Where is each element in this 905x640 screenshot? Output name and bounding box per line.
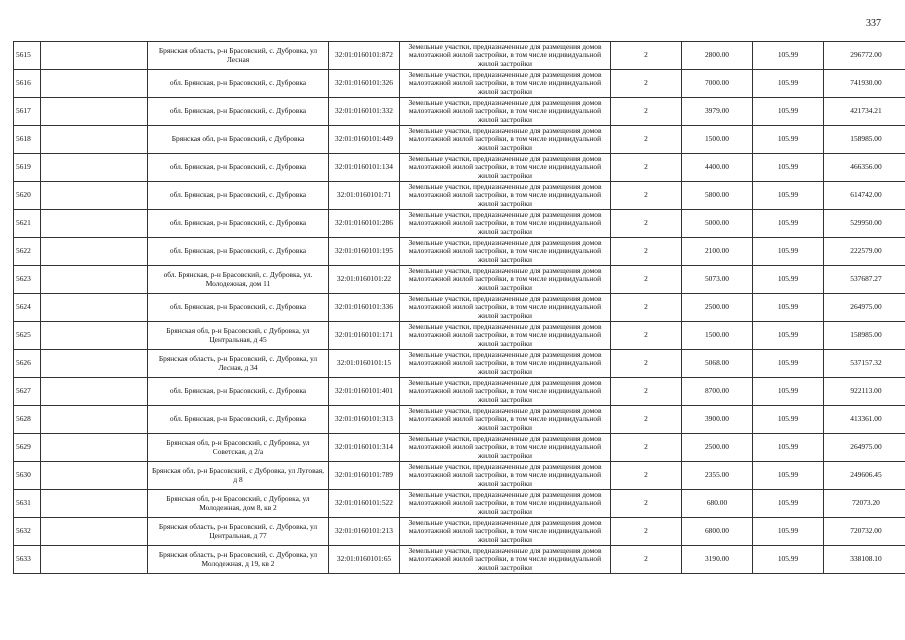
page-number: 337 <box>866 18 881 29</box>
address-cell: Брянская область, р-н Брасовский, с. Дубровка, ул Центральная, д 77 <box>148 518 329 546</box>
cadastral-number-cell: 32:01:0160101:326 <box>329 70 400 98</box>
table-row <box>14 210 905 238</box>
empty-cell <box>41 154 148 182</box>
rate-cell: 105.99 <box>753 378 824 406</box>
rate-cell: 105.99 <box>753 434 824 462</box>
cadastral-number-cell: 32:01:0160101:134 <box>329 154 400 182</box>
cadastral-value-cell: 614742.00 <box>824 182 905 210</box>
cadastral-value-cell: 158985.00 <box>824 322 905 350</box>
address-cell: Брянская обл, р-н Брасовский, с Дубровка, ул Центральная, д 45 <box>148 322 329 350</box>
category-cell: 2 <box>611 154 682 182</box>
rate-cell: 105.99 <box>753 322 824 350</box>
cadastral-number-cell: 32:01:0160101:314 <box>329 434 400 462</box>
rate-cell: 105.99 <box>753 546 824 574</box>
cadastral-number-cell: 32:01:0160101:789 <box>329 462 400 490</box>
cadastral-value-cell: 421734.21 <box>824 98 905 126</box>
rate-cell: 105.99 <box>753 462 824 490</box>
row-number: 5622 <box>14 238 41 266</box>
area-cell: 5000.00 <box>682 210 753 238</box>
empty-cell <box>41 238 148 266</box>
cadastral-value-cell: 296772.00 <box>824 42 905 70</box>
area-cell: 2100.00 <box>682 238 753 266</box>
row-number: 5616 <box>14 70 41 98</box>
land-purpose-cell: Земельные участки, предназначенные для размещения домов малоэтажной жилой застройки, в том числе индивидуальной жилой застройки <box>400 98 611 126</box>
row-number: 5633 <box>14 546 41 574</box>
rate-cell: 105.99 <box>753 154 824 182</box>
cadastral-value-cell: 741930.00 <box>824 70 905 98</box>
table-row <box>14 350 905 378</box>
table-row <box>14 546 905 574</box>
land-purpose-cell: Земельные участки, предназначенные для размещения домов малоэтажной жилой застройки, в том числе индивидуальной жилой застройки <box>400 266 611 294</box>
land-purpose-cell: Земельные участки, предназначенные для размещения домов малоэтажной жилой застройки, в том числе индивидуальной жилой застройки <box>400 322 611 350</box>
empty-cell <box>41 182 148 210</box>
cadastral-number-cell: 32:01:0160101:15 <box>329 350 400 378</box>
category-cell: 2 <box>611 546 682 574</box>
empty-cell <box>41 70 148 98</box>
cadastral-value-cell: 158985.00 <box>824 126 905 154</box>
empty-cell <box>41 490 148 518</box>
empty-cell <box>41 294 148 322</box>
area-cell: 1500.00 <box>682 322 753 350</box>
cadastral-number-cell: 32:01:0160101:71 <box>329 182 400 210</box>
row-number: 5618 <box>14 126 41 154</box>
cadastral-value-cell: 249606.45 <box>824 462 905 490</box>
area-cell: 2500.00 <box>682 294 753 322</box>
category-cell: 2 <box>611 322 682 350</box>
row-number: 5617 <box>14 98 41 126</box>
category-cell: 2 <box>611 238 682 266</box>
area-cell: 2800.00 <box>682 42 753 70</box>
cadastral-number-cell: 32:01:0160101:22 <box>329 266 400 294</box>
address-cell: обл. Брянская, р-н Брасовский, с. Дубровка <box>148 182 329 210</box>
land-purpose-cell: Земельные участки, предназначенные для размещения домов малоэтажной жилой застройки, в том числе индивидуальной жилой застройки <box>400 126 611 154</box>
cadastral-number-cell: 32:01:0160101:286 <box>329 210 400 238</box>
rate-cell: 105.99 <box>753 42 824 70</box>
row-number: 5619 <box>14 154 41 182</box>
address-cell: Брянская обл, р-н Брасовский, с Дубровка, ул Советская, д 2/а <box>148 434 329 462</box>
rate-cell: 105.99 <box>753 406 824 434</box>
cadastral-number-cell: 32:01:0160101:449 <box>329 126 400 154</box>
area-cell: 7000.00 <box>682 70 753 98</box>
row-number: 5620 <box>14 182 41 210</box>
cadastral-number-cell: 32:01:0160101:213 <box>329 518 400 546</box>
empty-cell <box>41 210 148 238</box>
row-number: 5626 <box>14 350 41 378</box>
category-cell: 2 <box>611 490 682 518</box>
address-cell: обл. Брянская, р-н Брасовский, с. Дубровка <box>148 70 329 98</box>
row-number: 5628 <box>14 406 41 434</box>
land-purpose-cell: Земельные участки, предназначенные для размещения домов малоэтажной жилой застройки, в том числе индивидуальной жилой застройки <box>400 70 611 98</box>
category-cell: 2 <box>611 518 682 546</box>
table-row <box>14 406 905 434</box>
row-number: 5624 <box>14 294 41 322</box>
land-purpose-cell: Земельные участки, предназначенные для размещения домов малоэтажной жилой застройки, в том числе индивидуальной жилой застройки <box>400 518 611 546</box>
land-purpose-cell: Земельные участки, предназначенные для размещения домов малоэтажной жилой застройки, в том числе индивидуальной жилой застройки <box>400 434 611 462</box>
row-number: 5623 <box>14 266 41 294</box>
rate-cell: 105.99 <box>753 182 824 210</box>
address-cell: Брянская область, р-н Брасовский, с. Дубровка, ул Лесная, д 34 <box>148 350 329 378</box>
empty-cell <box>41 350 148 378</box>
rate-cell: 105.99 <box>753 210 824 238</box>
cadastral-value-cell: 222579.00 <box>824 238 905 266</box>
address-cell: обл. Брянская, р-н Брасовский, с. Дубровка <box>148 210 329 238</box>
row-number: 5615 <box>14 42 41 70</box>
area-cell: 5800.00 <box>682 182 753 210</box>
rate-cell: 105.99 <box>753 238 824 266</box>
land-purpose-cell: Земельные участки, предназначенные для размещения домов малоэтажной жилой застройки, в том числе индивидуальной жилой застройки <box>400 378 611 406</box>
cadastral-number-cell: 32:01:0160101:171 <box>329 322 400 350</box>
category-cell: 2 <box>611 42 682 70</box>
category-cell: 2 <box>611 70 682 98</box>
rate-cell: 105.99 <box>753 126 824 154</box>
area-cell: 5073.00 <box>682 266 753 294</box>
table-row <box>14 126 905 154</box>
area-cell: 3190.00 <box>682 546 753 574</box>
empty-cell <box>41 434 148 462</box>
address-cell: обл. Брянская, р-н Брасовский, с. Дубровка <box>148 406 329 434</box>
table-row <box>14 294 905 322</box>
row-number: 5631 <box>14 490 41 518</box>
address-cell: обл. Брянская, р-н Брасовский, с. Дубровка <box>148 98 329 126</box>
category-cell: 2 <box>611 378 682 406</box>
row-number: 5630 <box>14 462 41 490</box>
empty-cell <box>41 518 148 546</box>
category-cell: 2 <box>611 98 682 126</box>
address-cell: Брянская область, р-н Брасовский, с. Дубровка, ул Молодежная, д 19, кв 2 <box>148 546 329 574</box>
empty-cell <box>41 406 148 434</box>
land-purpose-cell: Земельные участки, предназначенные для размещения домов малоэтажной жилой застройки, в том числе индивидуальной жилой застройки <box>400 462 611 490</box>
land-registry-table <box>13 41 905 574</box>
table-row <box>14 434 905 462</box>
area-cell: 5068.00 <box>682 350 753 378</box>
cadastral-value-cell: 466356.00 <box>824 154 905 182</box>
land-purpose-cell: Земельные участки, предназначенные для размещения домов малоэтажной жилой застройки, в том числе индивидуальной жилой застройки <box>400 42 611 70</box>
empty-cell <box>41 98 148 126</box>
cadastral-value-cell: 338108.10 <box>824 546 905 574</box>
category-cell: 2 <box>611 126 682 154</box>
cadastral-value-cell: 720732.00 <box>824 518 905 546</box>
address-cell: обл. Брянская, р-н Брасовский, с. Дубровка, ул. Молодежная, дом 11 <box>148 266 329 294</box>
category-cell: 2 <box>611 406 682 434</box>
area-cell: 4400.00 <box>682 154 753 182</box>
address-cell: обл. Брянская, р-н Брасовский, с. Дубровка <box>148 154 329 182</box>
area-cell: 1500.00 <box>682 126 753 154</box>
table-row <box>14 70 905 98</box>
row-number: 5621 <box>14 210 41 238</box>
empty-cell <box>41 42 148 70</box>
table-row <box>14 518 905 546</box>
cadastral-value-cell: 537157.32 <box>824 350 905 378</box>
land-purpose-cell: Земельные участки, предназначенные для размещения домов малоэтажной жилой застройки, в том числе индивидуальной жилой застройки <box>400 490 611 518</box>
address-cell: обл. Брянская, р-н Брасовский, с. Дубровка <box>148 378 329 406</box>
cadastral-number-cell: 32:01:0160101:332 <box>329 98 400 126</box>
row-number: 5632 <box>14 518 41 546</box>
empty-cell <box>41 266 148 294</box>
area-cell: 680.00 <box>682 490 753 518</box>
cadastral-value-cell: 922113.00 <box>824 378 905 406</box>
category-cell: 2 <box>611 462 682 490</box>
category-cell: 2 <box>611 210 682 238</box>
table-row <box>14 182 905 210</box>
cadastral-number-cell: 32:01:0160101:336 <box>329 294 400 322</box>
row-number: 5625 <box>14 322 41 350</box>
cadastral-number-cell: 32:01:0160101:872 <box>329 42 400 70</box>
rate-cell: 105.99 <box>753 490 824 518</box>
empty-cell <box>41 378 148 406</box>
cadastral-value-cell: 537687.27 <box>824 266 905 294</box>
land-purpose-cell: Земельные участки, предназначенные для размещения домов малоэтажной жилой застройки, в том числе индивидуальной жилой застройки <box>400 406 611 434</box>
area-cell: 2355.00 <box>682 462 753 490</box>
land-purpose-cell: Земельные участки, предназначенные для размещения домов малоэтажной жилой застройки, в том числе индивидуальной жилой застройки <box>400 546 611 574</box>
land-purpose-cell: Земельные участки, предназначенные для размещения домов малоэтажной жилой застройки, в том числе индивидуальной жилой застройки <box>400 294 611 322</box>
table-row <box>14 42 905 70</box>
cadastral-value-cell: 413361.00 <box>824 406 905 434</box>
empty-cell <box>41 546 148 574</box>
row-number: 5627 <box>14 378 41 406</box>
rate-cell: 105.99 <box>753 518 824 546</box>
address-cell: обл. Брянская, р-н Брасовский, с. Дубровка <box>148 294 329 322</box>
cadastral-number-cell: 32:01:0160101:313 <box>329 406 400 434</box>
area-cell: 3900.00 <box>682 406 753 434</box>
cadastral-number-cell: 32:01:0160101:401 <box>329 378 400 406</box>
land-purpose-cell: Земельные участки, предназначенные для размещения домов малоэтажной жилой застройки, в том числе индивидуальной жилой застройки <box>400 182 611 210</box>
area-cell: 6800.00 <box>682 518 753 546</box>
rate-cell: 105.99 <box>753 98 824 126</box>
cadastral-number-cell: 32:01:0160101:65 <box>329 546 400 574</box>
row-number: 5629 <box>14 434 41 462</box>
rate-cell: 105.99 <box>753 350 824 378</box>
rate-cell: 105.99 <box>753 266 824 294</box>
empty-cell <box>41 322 148 350</box>
address-cell: Брянская область, р-н Брасовский, с. Дубровка, ул Лесная <box>148 42 329 70</box>
table-row <box>14 98 905 126</box>
cadastral-value-cell: 529950.00 <box>824 210 905 238</box>
area-cell: 8700.00 <box>682 378 753 406</box>
category-cell: 2 <box>611 350 682 378</box>
rate-cell: 105.99 <box>753 70 824 98</box>
rate-cell: 105.99 <box>753 294 824 322</box>
category-cell: 2 <box>611 434 682 462</box>
area-cell: 3979.00 <box>682 98 753 126</box>
category-cell: 2 <box>611 182 682 210</box>
table-row <box>14 462 905 490</box>
land-purpose-cell: Земельные участки, предназначенные для размещения домов малоэтажной жилой застройки, в том числе индивидуальной жилой застройки <box>400 154 611 182</box>
table-row <box>14 266 905 294</box>
land-purpose-cell: Земельные участки, предназначенные для размещения домов малоэтажной жилой застройки, в том числе индивидуальной жилой застройки <box>400 238 611 266</box>
table-row <box>14 490 905 518</box>
registry-body <box>14 42 905 574</box>
cadastral-value-cell: 264975.00 <box>824 434 905 462</box>
land-purpose-cell: Земельные участки, предназначенные для размещения домов малоэтажной жилой застройки, в том числе индивидуальной жилой застройки <box>400 350 611 378</box>
empty-cell <box>41 126 148 154</box>
address-cell: Брянская обл, р-н Брасовский, с Дубровка, ул Молодежная, дом 8, кв 2 <box>148 490 329 518</box>
area-cell: 2500.00 <box>682 434 753 462</box>
table-row <box>14 154 905 182</box>
cadastral-value-cell: 72073.20 <box>824 490 905 518</box>
table-row <box>14 238 905 266</box>
land-purpose-cell: Земельные участки, предназначенные для размещения домов малоэтажной жилой застройки, в том числе индивидуальной жилой застройки <box>400 210 611 238</box>
cadastral-value-cell: 264975.00 <box>824 294 905 322</box>
category-cell: 2 <box>611 294 682 322</box>
category-cell: 2 <box>611 266 682 294</box>
cadastral-number-cell: 32:01:0160101:522 <box>329 490 400 518</box>
cadastral-number-cell: 32:01:0160101:195 <box>329 238 400 266</box>
table-row <box>14 322 905 350</box>
empty-cell <box>41 462 148 490</box>
address-cell: Брянская обл, р-н Брасовский, с Дубровка <box>148 126 329 154</box>
address-cell: обл. Брянская, р-н Брасовский, с. Дубровка <box>148 238 329 266</box>
table-row <box>14 378 905 406</box>
address-cell: Брянская обл, р-н Брасовский, с Дубровка, ул Луговая, д 8 <box>148 462 329 490</box>
